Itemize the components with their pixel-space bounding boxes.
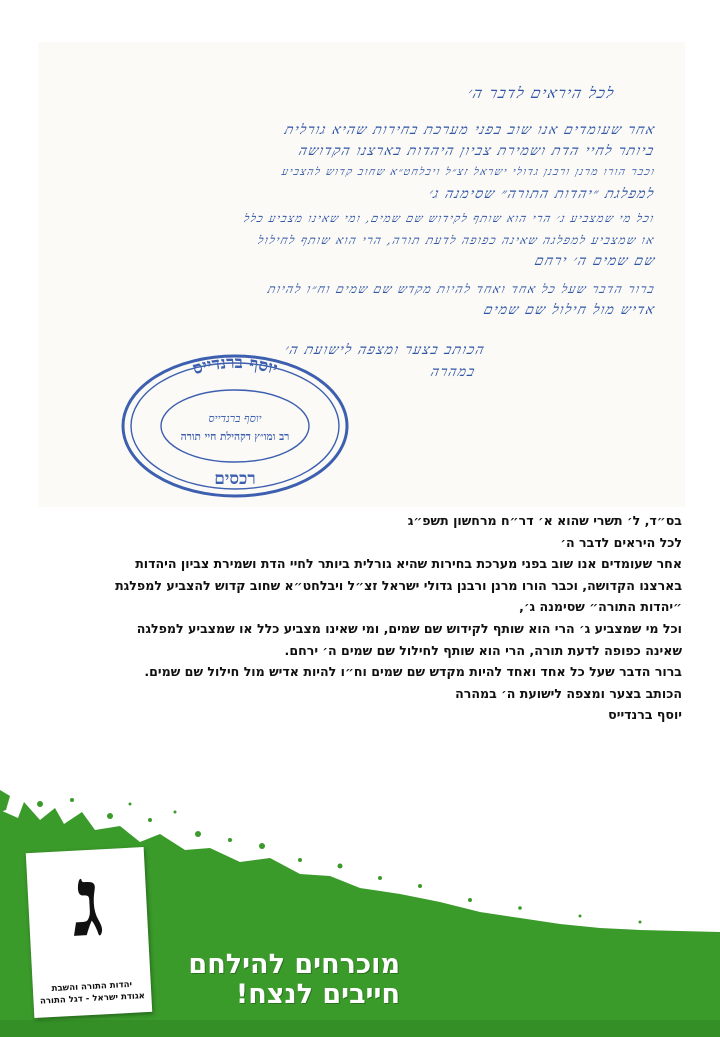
handwritten-line: במהרה bbox=[428, 364, 477, 380]
ballot-letter: ג bbox=[68, 844, 107, 959]
slogan-line-1: מוכרחים להילחם bbox=[188, 949, 400, 980]
handwritten-line: הכותב בצער ומצפה לישועת ה׳ bbox=[283, 342, 487, 358]
body-line: וכל מי שמצביע ג׳ הרי הוא שותף לקידוש שם שמים, ומי שאינו מצביע כלל או שמצביע למפלגה bbox=[136, 620, 682, 636]
handwritten-line: או שמצביע למפלגה שאינה כפופה לדעת תורה, הרי הוא שותף לחילול bbox=[256, 233, 657, 247]
body-line: ברור הדבר שעל כל אחד ואחד להיות מקדש שם שמים וח״ו להיות אדיש מול חילול שם שמים. bbox=[144, 664, 682, 680]
ballot-caption-line: אגודת ישראל - דגל התורה bbox=[39, 991, 146, 1007]
handwritten-line: אדיש מול חילול שם שמים bbox=[481, 302, 657, 318]
handwritten-line: אחר שעומדים אנו שוב בפני מערכת בחירות שהיא גורלית bbox=[282, 122, 657, 138]
handwritten-line: ברור הדבר שעל כל אחד ואחד להיות מקדש שם שמים וח״ו להיות bbox=[266, 282, 657, 296]
salutation: לכל היראים לדבר ה׳ bbox=[560, 534, 682, 550]
body-line: ״יהדות התורה״ שסימנה ג׳, bbox=[519, 599, 682, 615]
ballot-caption-line: יהדות התורה והשבת bbox=[51, 979, 133, 995]
campaign-slogan bbox=[150, 950, 400, 1010]
stamp-top-text: יוסף ברנדייס bbox=[190, 352, 281, 380]
date-line: בס״ד, ל׳ תשרי שהוא א׳ דר״ח מרחשון תשפ״ג bbox=[407, 513, 682, 528]
letter-transcription bbox=[18, 510, 682, 726]
handwritten-line: וכבר הורו מרנן ורבנן גדולי ישראל זצ״ל ויבלחט״א שחוב קדוש להצביע bbox=[280, 166, 657, 178]
body-line: בארצנו הקדושה, וכבר הורו מרנן ורבנן גדולי ישראל זצ״ל ויבלחט״א שחוב קדוש להצביע למפלגת bbox=[115, 577, 682, 593]
stamp-title: רב ומו״ץ דקהילת חיי תורה bbox=[180, 431, 290, 443]
ballot-caption bbox=[37, 978, 148, 1008]
handwritten-line: שם שמים ה׳ ירחם bbox=[532, 253, 657, 269]
signature-name: יוסף ברנדייס bbox=[608, 707, 682, 723]
stamp-bottom-text: רכסים bbox=[214, 469, 256, 489]
slogan-line-2: חייבים לנצח! bbox=[235, 979, 400, 1010]
body-line: שאינה כפופה לדעת תורה, הרי הוא שותף לחילול שם שמים ה׳ ירחם. bbox=[284, 642, 682, 658]
rabbi-stamp bbox=[118, 352, 352, 500]
handwritten-line: לכל היראים לדבר ה׳ bbox=[466, 84, 618, 102]
closing-line: הכותב בצער ומצפה לישועת ה׳ במהרה bbox=[455, 685, 682, 701]
handwritten-line: ביותר לחיי הדת ושמירת צביון היהדות בארצנו הקדושה bbox=[297, 143, 657, 159]
handwritten-line: וכל מי שמצביע ג׳ הרי הוא שותף לקידוש שם שמים, ומי שאינו מצביע כלל bbox=[242, 212, 657, 225]
svg-text:יוסף ברנדייס bbox=[190, 353, 280, 379]
stamp-signature: יוסף ברנדייס bbox=[208, 412, 262, 425]
ballot-note bbox=[26, 844, 152, 1018]
body-line: אחר שעומדים אנו שוב בפני מערכת בחירות שהיא גורלית ביותר לחיי הדת ושמירת צביון היהדות bbox=[135, 556, 682, 572]
handwritten-line: למפלגת ״יהדות התורה״ שסימנה ג׳ bbox=[427, 186, 657, 202]
